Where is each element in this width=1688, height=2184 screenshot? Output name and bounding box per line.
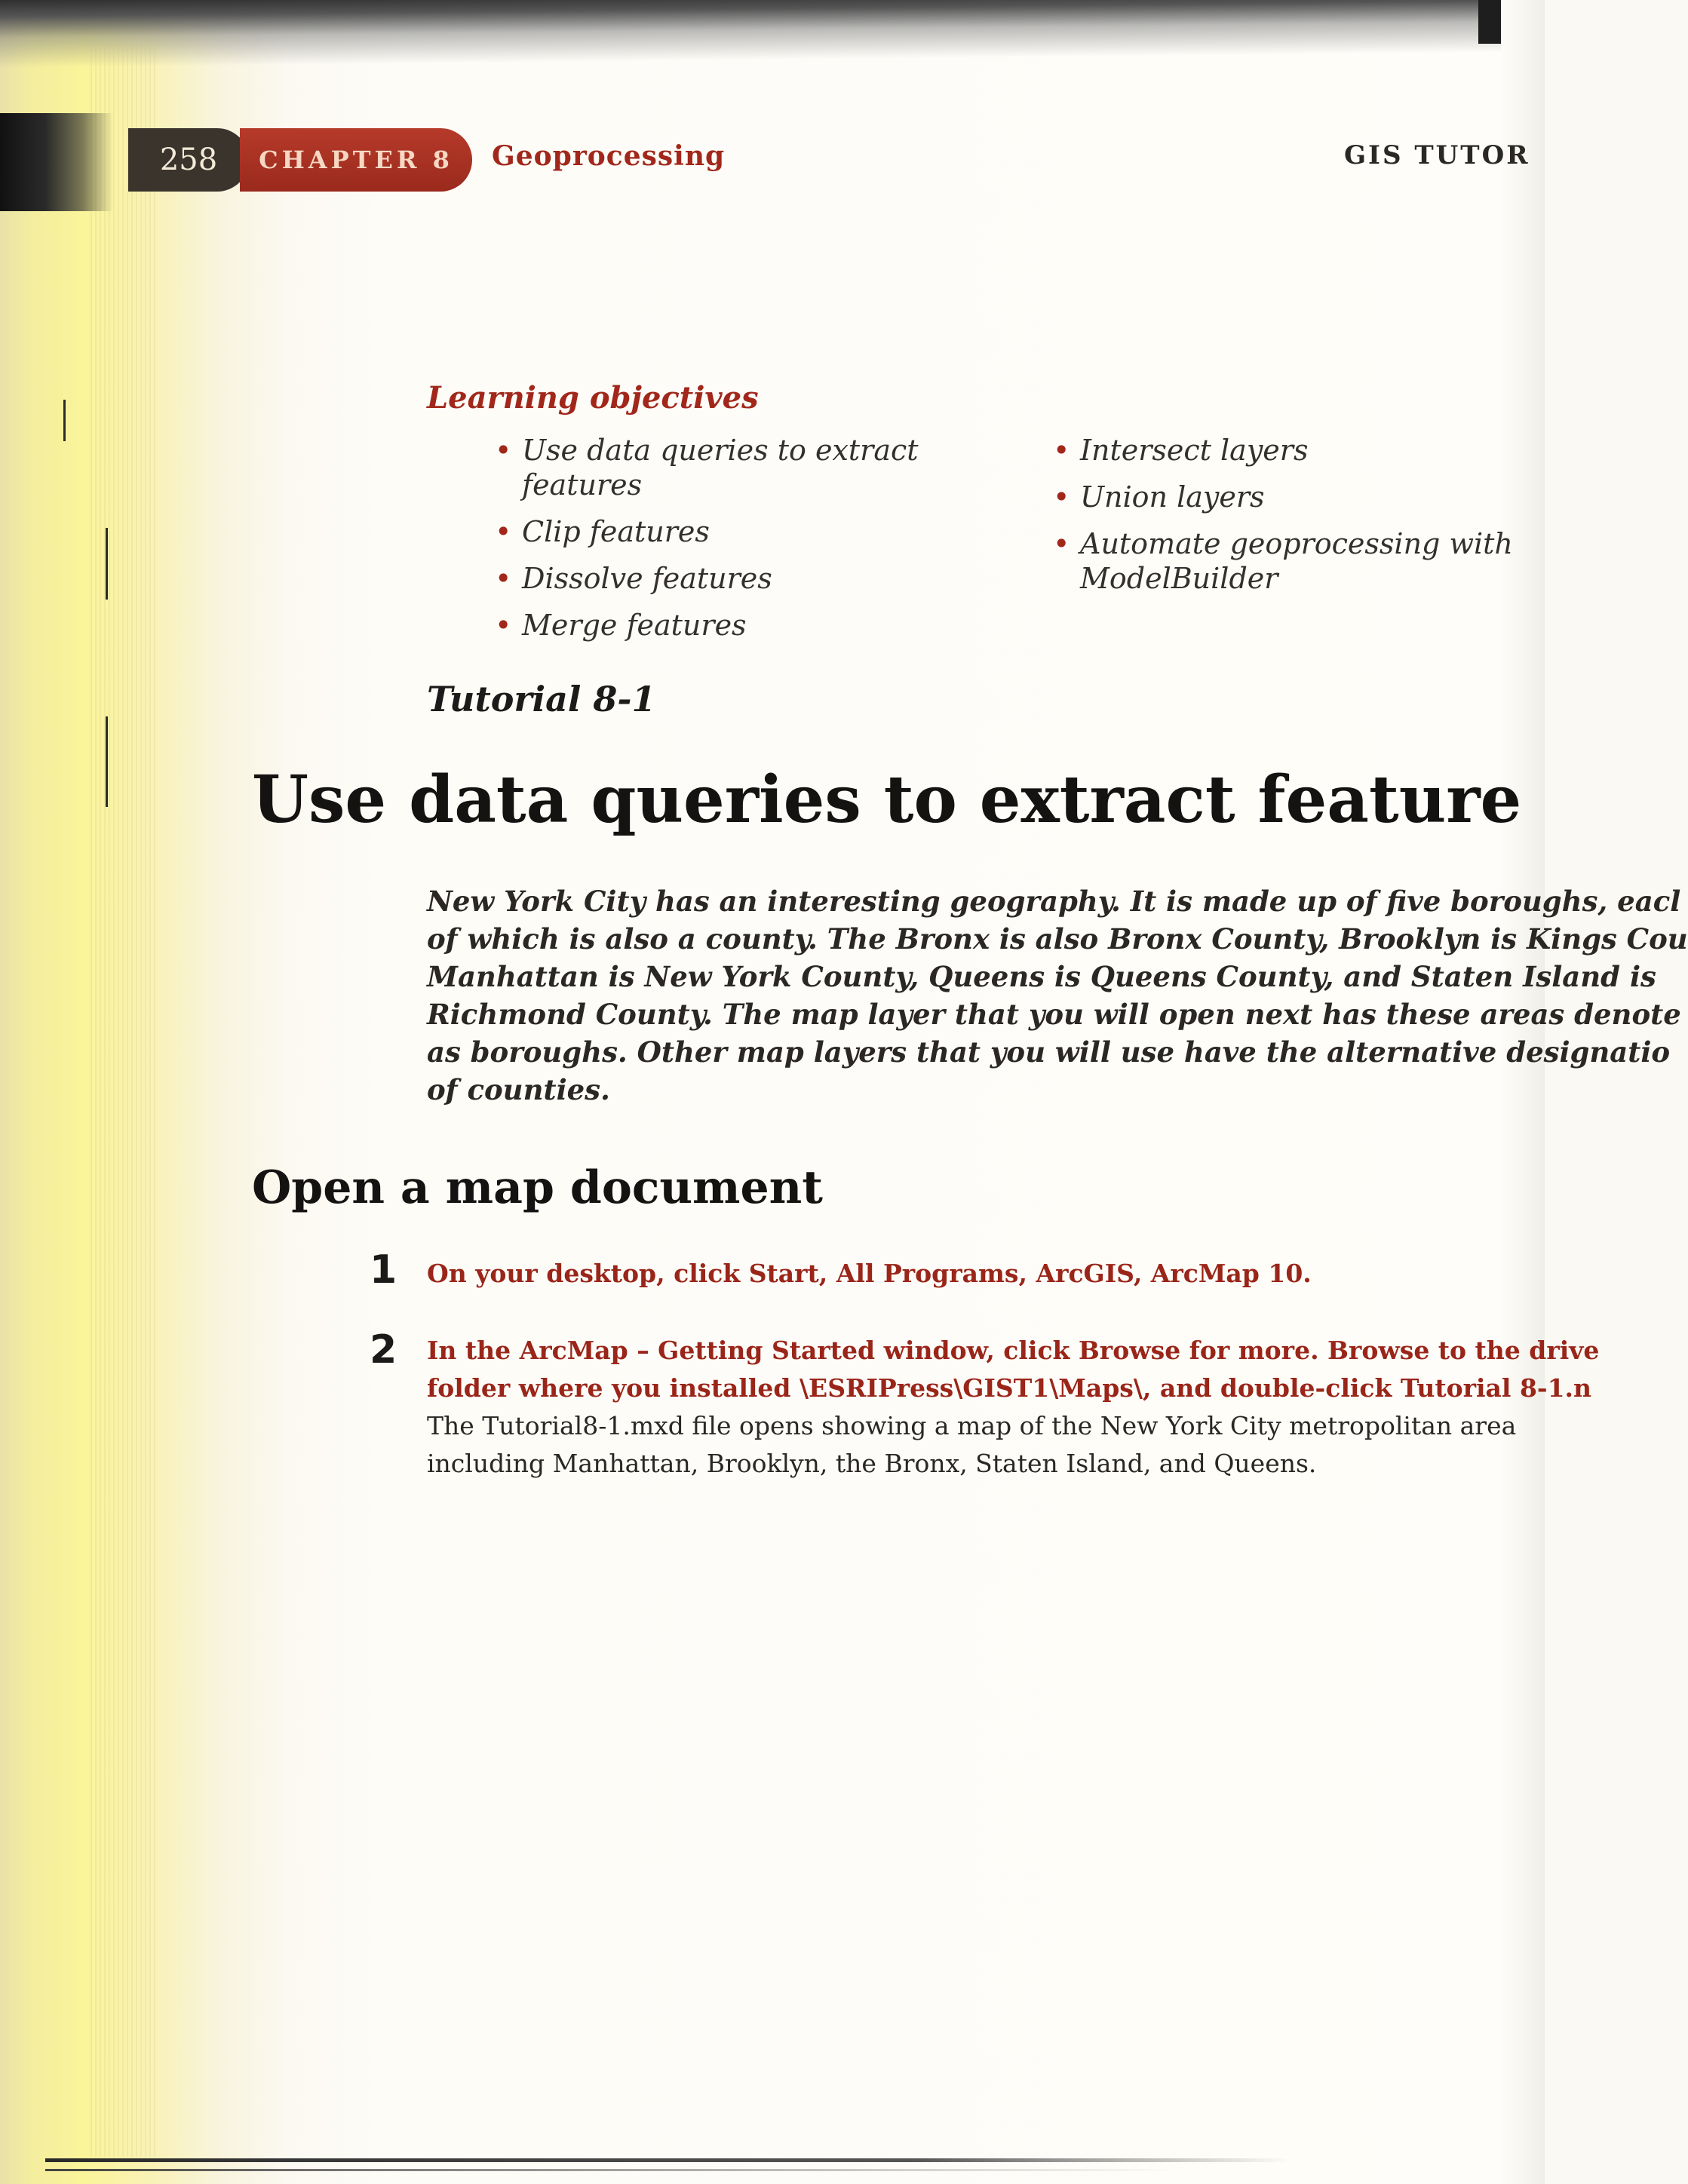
scan-bottom-line — [45, 2158, 1290, 2162]
chapter-title: Geoprocessing — [492, 140, 726, 172]
objective-item-continued: ModelBuilder — [1080, 562, 1278, 595]
scan-tick-mark — [106, 528, 108, 600]
bullet-icon: • — [1053, 527, 1070, 560]
objective-item: • Union layers — [1053, 480, 1265, 514]
objective-item: • Use data queries to extract features — [495, 434, 919, 502]
intro-line: of counties. — [427, 1073, 610, 1106]
page-edge-stripes — [91, 45, 158, 2157]
book-title: GIS TUTOR — [1344, 140, 1530, 170]
intro-line: of which is also a county. The Bronx is also Bronx County, Brooklyn is Kings Cou — [427, 922, 1688, 956]
scan-bottom-line — [45, 2169, 1177, 2171]
bullet-icon: • — [495, 562, 512, 595]
tutorial-title: Use data queries to extract feature — [252, 762, 1522, 838]
step-instruction: On your desktop, click Start, All Programs, ArcGIS, ArcMap 10. — [427, 1259, 1312, 1288]
step-explanation: The Tutorial8-1.mxd file opens showing a map of the New York City metropolitan area — [427, 1411, 1517, 1440]
objective-item: • Automate geoprocessing with — [1053, 527, 1513, 560]
bullet-icon: • — [495, 434, 512, 467]
intro-line: New York City has an interesting geography. It is made up of five boroughs, eacl — [427, 885, 1681, 918]
step-instruction: folder where you installed \ESRIPress\GIST1\Maps\, and double-click Tutorial 8-1.n — [427, 1373, 1592, 1403]
intro-line: Richmond County. The map layer that you will open next has these areas denote — [427, 998, 1681, 1031]
intro-line: as boroughs. Other map layers that you will use have the alternative designatio — [427, 1035, 1671, 1069]
step-number: 1 — [370, 1247, 397, 1293]
intro-line: Manhattan is New York County, Queens is Queens County, and Staten Island is — [427, 960, 1656, 993]
section-heading: Open a map document — [252, 1161, 824, 1214]
learning-objectives-heading: Learning objectives — [427, 380, 759, 416]
scan-corner-shadow — [1478, 0, 1501, 44]
scan-left-shadow — [0, 113, 113, 211]
objectives-list-left — [489, 433, 1032, 655]
bullet-icon: • — [495, 515, 512, 548]
chapter-label: CHAPTER 8 — [240, 128, 472, 192]
tutorial-intro — [427, 882, 1688, 1109]
step-instruction: In the ArcMap – Getting Started window, click Browse for more. Browse to the drive — [427, 1336, 1600, 1365]
scan-tick-mark — [106, 716, 108, 807]
step-number: 2 — [370, 1327, 397, 1373]
step-text — [427, 1255, 1528, 1293]
objective-item: • Intersect layers — [1053, 434, 1309, 467]
bullet-icon: • — [1053, 434, 1070, 467]
tutorial-label: Tutorial 8-1 — [427, 679, 656, 719]
scan-top-shadow — [0, 0, 1501, 68]
objective-item: • Clip features — [495, 515, 710, 548]
bullet-icon: • — [495, 609, 512, 642]
scan-tick-mark — [63, 400, 66, 441]
objective-item: • Dissolve features — [495, 562, 772, 595]
step-explanation: including Manhattan, Brooklyn, the Bronx, Staten Island, and Queens. — [427, 1449, 1317, 1478]
bullet-icon: • — [1053, 480, 1070, 514]
objective-item: • Merge features — [495, 609, 747, 642]
objectives-list-right — [1047, 433, 1515, 608]
page-number: 258 — [128, 128, 249, 192]
step-text — [427, 1332, 1600, 1483]
